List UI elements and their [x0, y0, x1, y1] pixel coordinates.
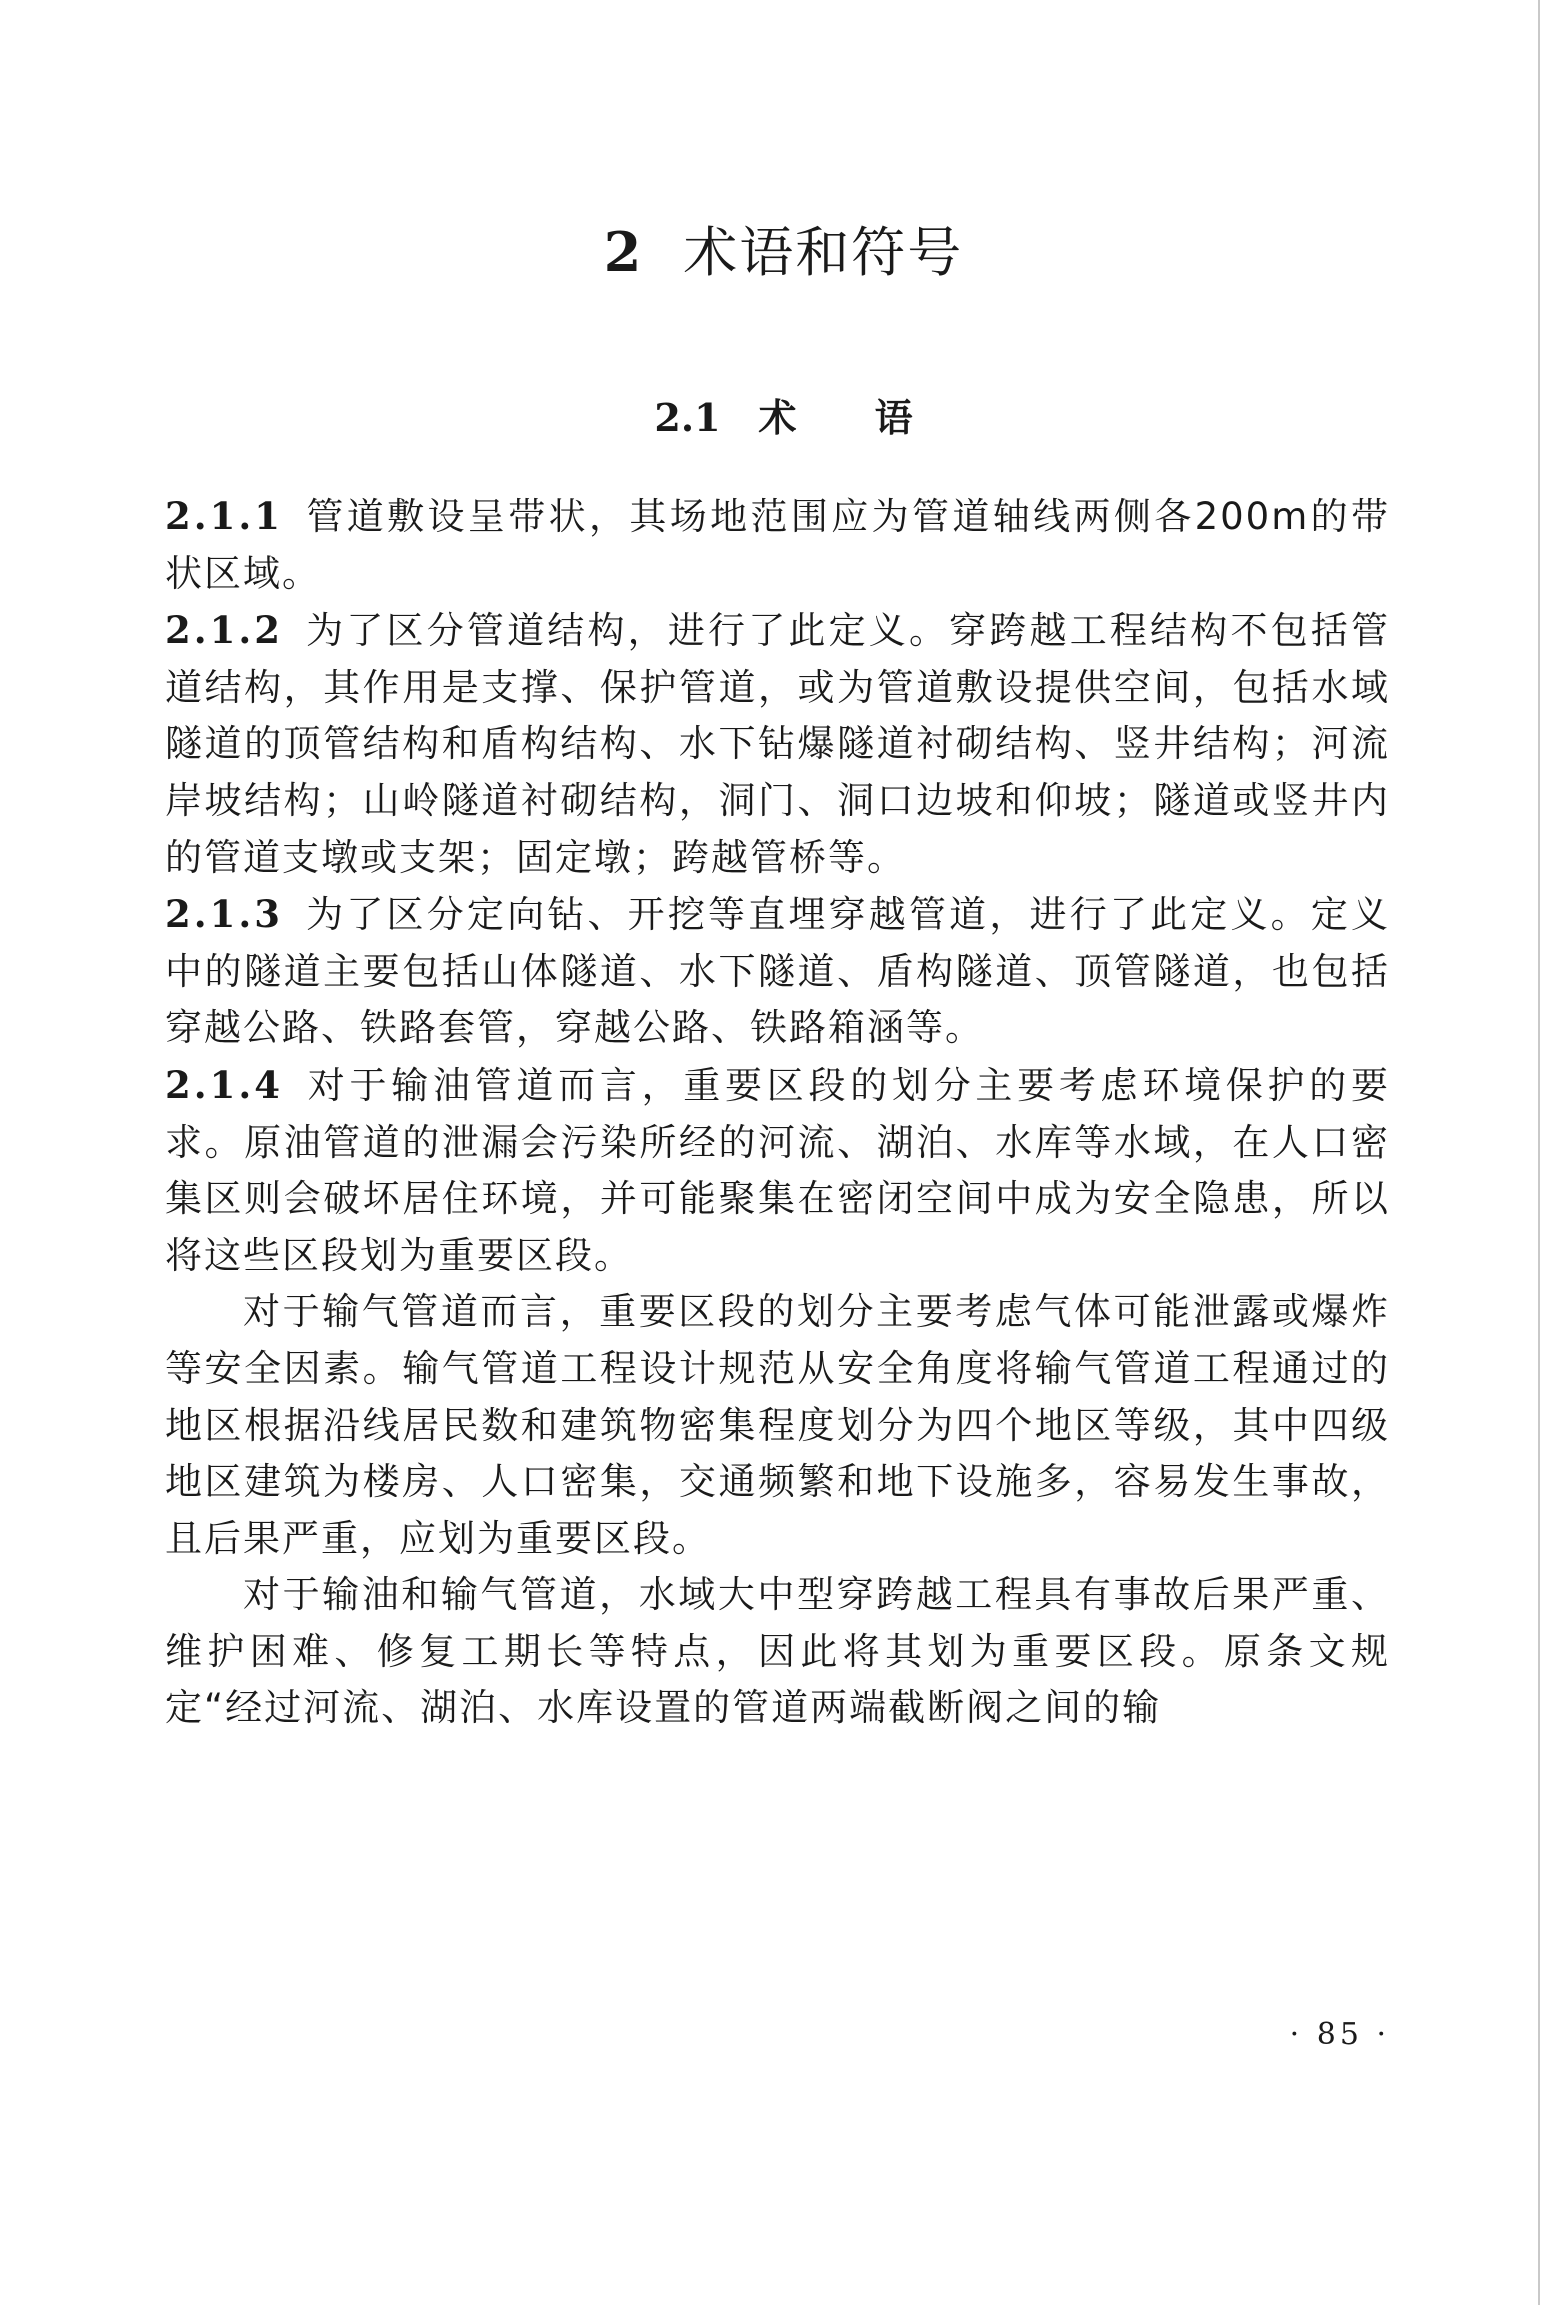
section-number: 2.1 — [654, 395, 721, 440]
paragraph-2-1-4 — [165, 1057, 1390, 1284]
chapter-title — [0, 212, 1567, 293]
clause-number: 2.1.1 — [165, 494, 283, 538]
section-title-part1: 术 — [758, 396, 797, 440]
paragraph-oil-gas-crossing — [165, 1567, 1390, 1737]
paragraph-text: 对于输气管道而言，重要区段的划分主要考虑气体可能泄露或爆炸等安全因素。输气管道工程设计规范从安全角度将输气管道工程通过的地区根据沿线居民数和建筑物密集程度划分为四个地区等级，其中四级地区建筑为楼房、人口密集，交通频繁和地下设施多，容易发生事故，且后果严重，应划为重要区段。 — [165, 1290, 1390, 1560]
paragraph-text: 对于输油管道而言，重要区段的划分主要考虑环境保护的要求。原油管道的泄漏会污染所经的河流、湖泊、水库等水域，在人口密集区则会破坏居住环境，并可能聚集在密闭空间中成为安全隐患，所以将这些区段划为重要区段。 — [165, 1063, 1390, 1277]
clause-number: 2.1.4 — [165, 1062, 283, 1107]
paragraph-text: 为了区分管道结构，进行了此定义。穿跨越工程结构不包括管道结构，其作用是支撑、保护管道，或为管道敷设提供空间，包括水域隧道的顶管结构和盾构结构、水下钻爆隧道衬砌结构、竖井结构；河流岸坡结构；山岭隧道衬砌结构，洞门、洞口边坡和仰坡；隧道或竖井内的管道支墩或支架；固定墩；跨越管桥等。 — [165, 609, 1390, 879]
chapter-title-text: 术语和符号 — [683, 221, 964, 284]
page-edge-line — [1538, 0, 1540, 2305]
paragraph-2-1-1 — [165, 488, 1390, 602]
paragraph-text: 为了区分定向钻、开挖等直埋穿越管道，进行了此定义。定义中的隧道主要包括山体隧道、水下隧道、盾构隧道、顶管隧道，也包括穿越公路、铁路套管，穿越公路、铁路箱涵等。 — [165, 893, 1390, 1050]
page-number: · 85 · — [1289, 2017, 1390, 2052]
body-text — [165, 488, 1390, 1737]
clause-number: 2.1.2 — [165, 608, 283, 653]
paragraph-gas-pipeline — [165, 1284, 1390, 1567]
paragraph-text: 对于输油和输气管道，水域大中型穿跨越工程具有事故后果严重、维护困难、修复工期长等特点，因此将其划为重要区段。原条文规定“经过河流、湖泊、水库设置的管道两端截断阀之间的输 — [165, 1573, 1390, 1730]
paragraph-2-1-3 — [165, 886, 1390, 1057]
section-title-part2: 语 — [874, 396, 913, 440]
section-title — [0, 388, 1567, 448]
chapter-number: 2 — [603, 220, 644, 284]
paragraph-text: 管道敷设呈带状，其场地范围应为管道轴线两侧各200m的带状区域。 — [165, 495, 1390, 595]
paragraph-2-1-2 — [165, 602, 1390, 886]
clause-number: 2.1.3 — [165, 892, 283, 937]
